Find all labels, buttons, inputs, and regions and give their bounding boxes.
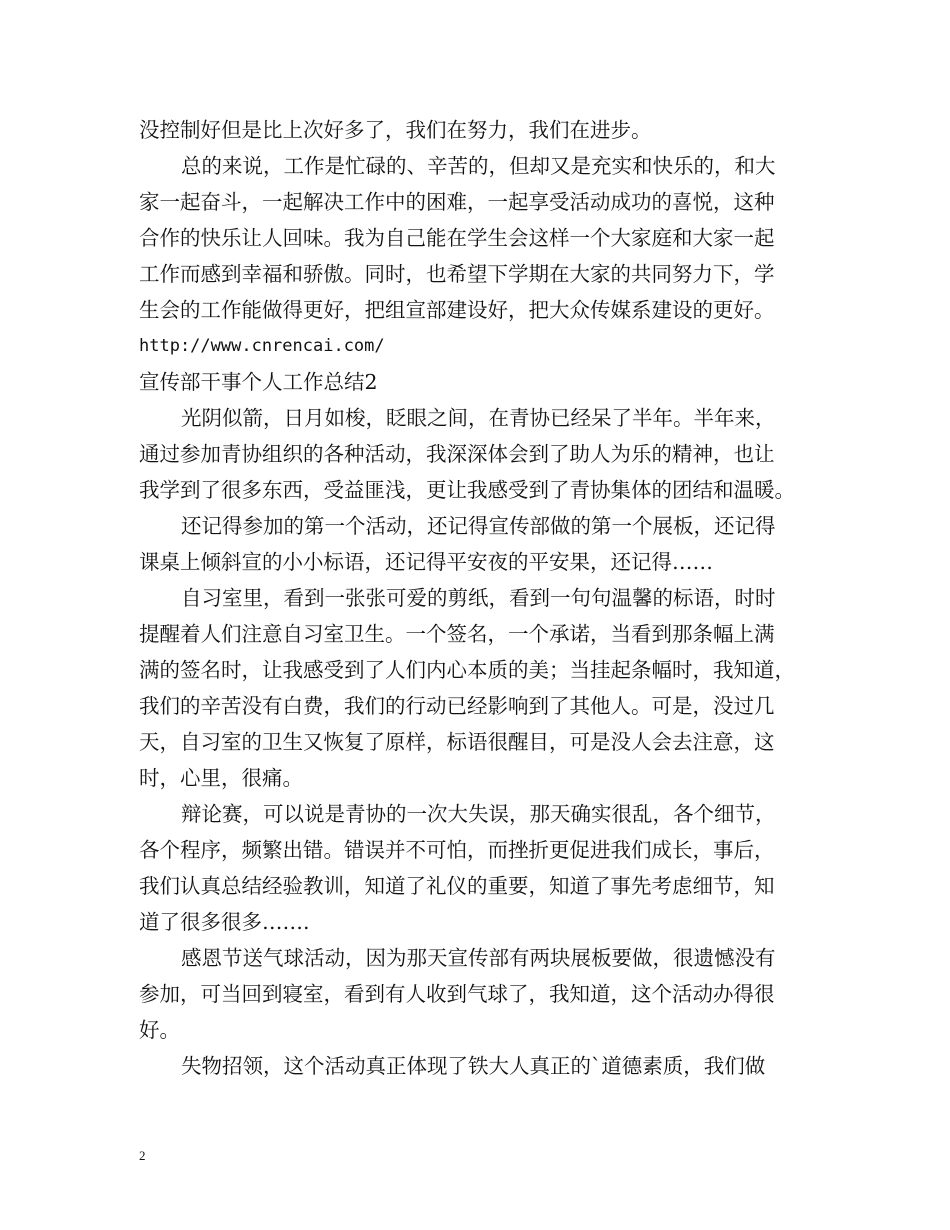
paragraph-start-line: 总的来说，工作是忙碌的、辛苦的，但却又是充实和快乐的，和大: [181, 154, 776, 178]
page-number: 2: [139, 1148, 146, 1163]
paragraph-start-line: 自习室里，看到一张张可爱的剪纸，看到一句句温馨的标语，时时: [181, 586, 776, 610]
section-heading: 宣传部干事个人工作总结2: [139, 370, 378, 394]
body-line: 满的签名时，让我感受到了人们内心本质的美；当挂起条幅时，我知道，: [139, 658, 795, 682]
body-line: 道了很多很多…….: [139, 910, 310, 934]
body-line: 家一起奋斗，一起解决工作中的困难，一起享受活动成功的喜悦，这种: [139, 190, 775, 214]
body-line: 课桌上倾斜宣的小小标语，还记得平安夜的平安果，还记得……: [139, 550, 713, 574]
body-line: 工作而感到幸福和骄傲。同时，也希望下学期在大家的共同努力下，学: [139, 262, 775, 286]
body-line: 我学到了很多东西，受益匪浅，更让我感受到了青协集体的团结和温暖。: [139, 478, 795, 502]
source-url: http://www.cnrencai.com/: [139, 336, 385, 356]
paragraph-start-line: 光阴似箭，日月如梭，眨眼之间，在青协已经呆了半年。半年来，: [181, 406, 776, 430]
body-line: 天，自习室的卫生又恢复了原样，标语很醒目，可是没人会去注意，这: [139, 730, 775, 754]
body-line: 好。: [139, 1018, 180, 1042]
paragraph-start-line: 感恩节送气球活动，因为那天宣传部有两块展板要做，很遗憾没有: [181, 946, 776, 970]
body-line: 各个程序，频繁出错。错误并不可怕，而挫折更促进我们成长，事后，: [139, 838, 775, 862]
body-line: 提醒着人们注意自习室卫生。一个签名，一个承诺，当看到那条幅上满: [139, 622, 775, 646]
paragraph-start-line: 还记得参加的第一个活动，还记得宣传部做的第一个展板，还记得: [181, 514, 776, 538]
body-line: 生会的工作能做得更好，把组宣部建设好，把大众传媒系建设的更好。: [139, 298, 775, 322]
paragraph-start-line: 辩论赛，可以说是青协的一次大失误，那天确实很乱，各个细节，: [181, 802, 776, 826]
body-line: 我们认真总结经验教训，知道了礼仪的重要，知道了事先考虑细节，知: [139, 874, 775, 898]
body-line: 我们的辛苦没有白费，我们的行动已经影响到了其他人。可是，没过几: [139, 694, 775, 718]
paragraph-start-line: 失物招领，这个活动真正体现了铁大人真正的`道德素质，我们做: [181, 1054, 766, 1078]
body-line: 参加，可当回到寝室，看到有人收到气球了，我知道，这个活动办得很: [139, 982, 775, 1006]
body-line: 没控制好但是比上次好多了，我们在努力，我们在进步。: [139, 118, 652, 142]
body-line: 通过参加青协组织的各种活动，我深深体会到了助人为乐的精神，也让: [139, 442, 775, 466]
document-body: [139, 112, 829, 1084]
body-line: 时，心里，很痛。: [139, 766, 303, 790]
body-line: 合作的快乐让人回味。我为自己能在学生会这样一个大家庭和大家一起: [139, 226, 775, 250]
